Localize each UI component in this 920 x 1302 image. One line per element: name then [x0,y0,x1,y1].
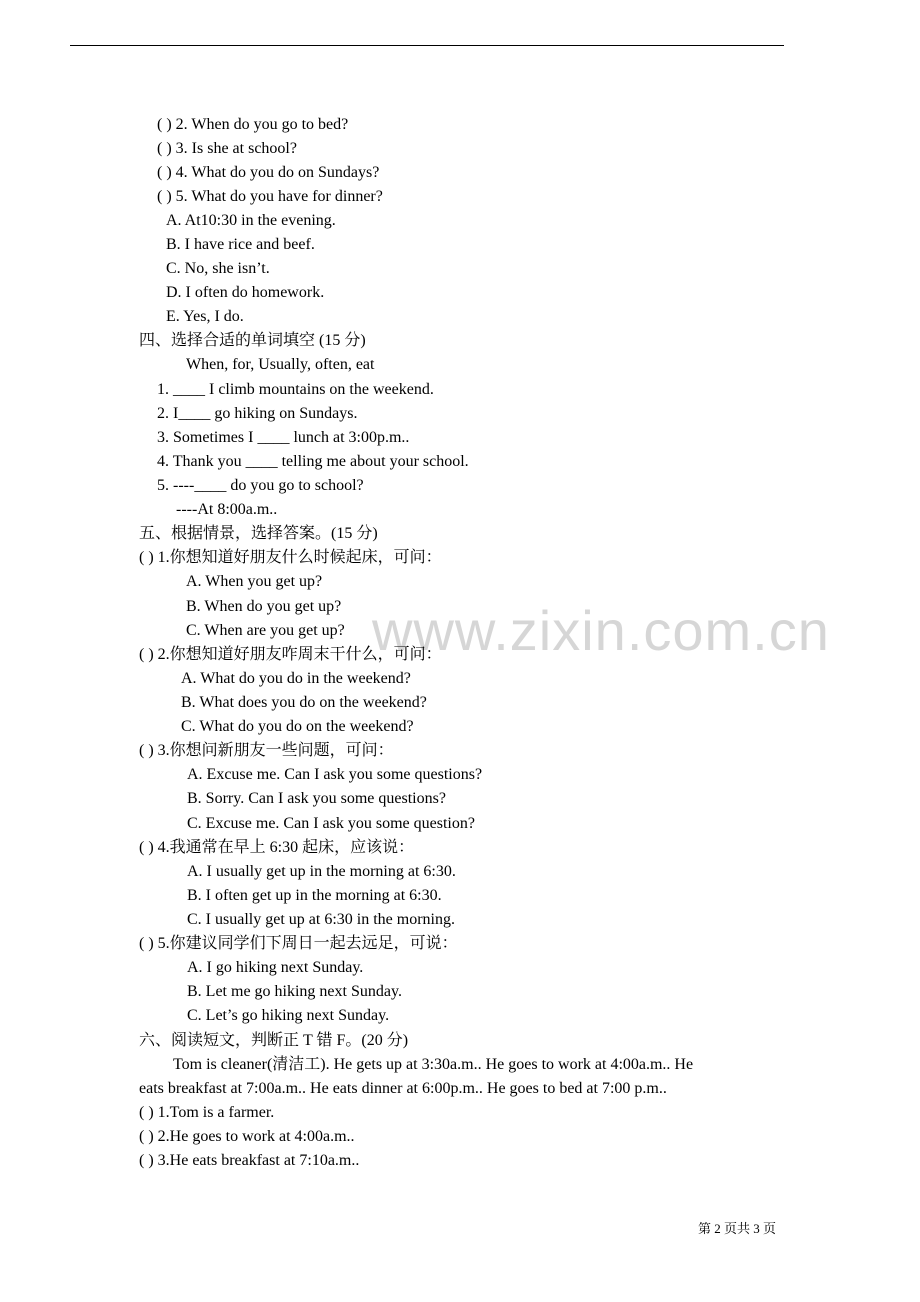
question-line: ( ) 5.你建议同学们下周日一起去远足，可说： [139,935,458,952]
answer-option: C. Excuse me. Can I ask you some question? [187,815,475,832]
question-line: 1. ____ I climb mountains on the weekend. [157,381,434,398]
question-line: 2. I____ go hiking on Sundays. [157,405,358,422]
answer-option: C. I usually get up at 6:30 in the morning. [187,911,455,928]
passage-line: Tom is cleaner(清洁工). He gets up at 3:30a.m.. He goes to work at 4:00a.m.. He [173,1056,694,1073]
question-line: ( ) 2.你想知道好朋友咋周末干什么，可问： [139,646,442,663]
answer-option: E. Yes, I do. [166,308,244,325]
answer-option: C. No, she isn’t. [166,260,270,277]
answer-option: B. When do you get up? [186,598,342,615]
section-heading: 六、阅读短文，判断正 T 错 F。(20 分) [139,1032,409,1049]
answer-option: A. I go hiking next Sunday. [187,959,364,976]
answer-option: C. When are you get up? [186,622,345,639]
question-line: ( ) 4. What do you do on Sundays? [157,164,380,181]
word-bank: When, for, Usually, often, eat [186,356,375,373]
question-line: ( ) 3.你想问新朋友一些问题，可问： [139,742,394,759]
answer-option: A. What do you do in the weekend? [181,670,411,687]
answer-option: B. Let me go hiking next Sunday. [187,983,402,1000]
answer-option: A. Excuse me. Can I ask you some questions? [187,766,483,783]
question-line: ( ) 3.He eats breakfast at 7:10a.m.. [139,1152,360,1169]
page-footer: 第 2 页共 3 页 [698,1221,777,1236]
question-line: ( ) 5. What do you have for dinner? [157,188,383,205]
passage-line: eats breakfast at 7:00a.m.. He eats dinner at 6:00p.m.. He goes to bed at 7:00 p.m.. [139,1080,667,1097]
answer-option: C. Let’s go hiking next Sunday. [187,1007,390,1024]
answer-option: B. I often get up in the morning at 6:30. [187,887,442,904]
answer-option: C. What do you do on the weekend? [181,718,414,735]
question-line: 4. Thank you ____ telling me about your school. [157,453,469,470]
question-line: ( ) 2.He goes to work at 4:00a.m.. [139,1128,355,1145]
answer-option: B. Sorry. Can I ask you some questions? [187,790,446,807]
section-heading: 五、根据情景，选择答案。(15 分) [139,525,378,542]
answer-option: A. At10:30 in the evening. [166,212,336,229]
answer-line: ----At 8:00a.m.. [176,501,278,518]
answer-option: D. I often do homework. [166,284,325,301]
header-rule [70,45,784,46]
answer-option: A. I usually get up in the morning at 6:30. [187,863,456,880]
question-line: ( ) 2. When do you go to bed? [157,116,349,133]
section-heading: 四、选择合适的单词填空 (15 分) [139,332,366,349]
question-line: 3. Sometimes I ____ lunch at 3:00p.m.. [157,429,410,446]
question-line: ( ) 3. Is she at school? [157,140,297,157]
answer-option: A. When you get up? [186,573,323,590]
question-line: ( ) 1.Tom is a farmer. [139,1104,275,1121]
watermark: www.zixin.com.cn [372,599,830,662]
question-line: ( ) 4.我通常在早上 6:30 起床，应该说： [139,839,415,856]
answer-option: B. What does you do on the weekend? [181,694,427,711]
question-line: ( ) 1.你想知道好朋友什么时候起床，可问： [139,549,442,566]
question-line: 5. ----____ do you go to school? [157,477,364,494]
answer-option: B. I have rice and beef. [166,236,315,253]
